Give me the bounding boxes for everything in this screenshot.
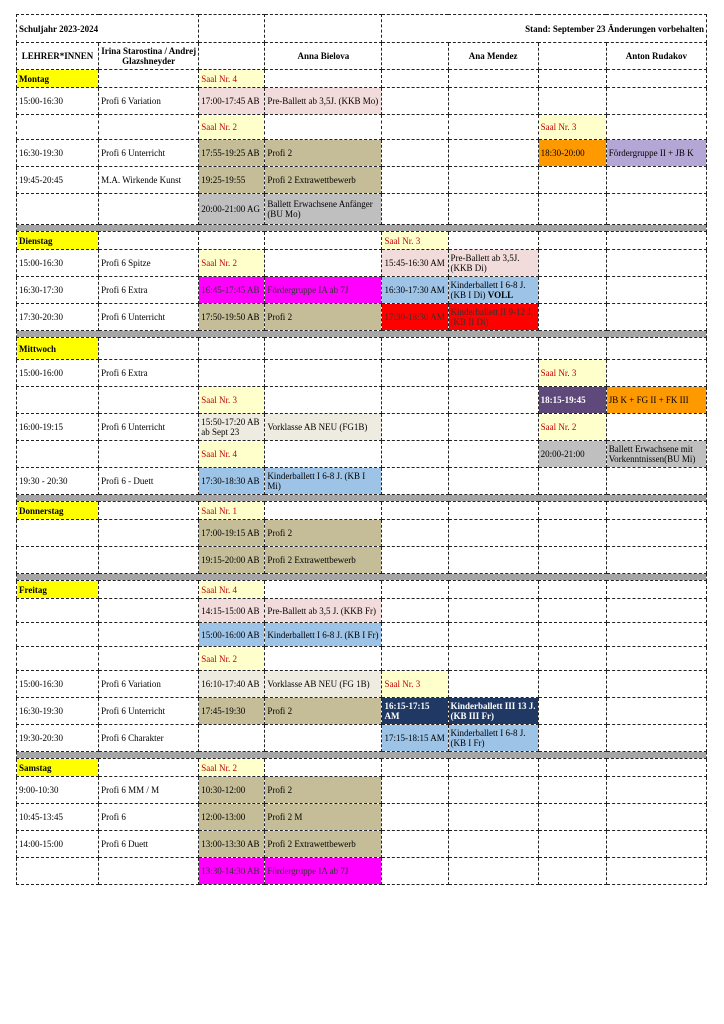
class-cell: M.A. Wirkende Kunst <box>99 167 199 194</box>
mittwoch-header-row <box>17 338 707 360</box>
class-cell: Profi 6 <box>99 804 199 831</box>
class-cell: Profi 6 Duett <box>99 831 199 858</box>
lesson-time: 18:15-19:45 <box>538 387 606 414</box>
time-cell: 15:00-16:30 <box>17 250 99 277</box>
table-row <box>17 777 707 804</box>
lesson-class: Pre-Ballett ab 3,5J. (KKB Mo) <box>265 88 382 115</box>
donnerstag-header-row <box>17 502 707 520</box>
day-separator <box>17 752 707 759</box>
room-label: Saal Nr. 4 <box>199 70 265 88</box>
lesson-class: Kinderballett III 13 J. (KB III Fr) <box>448 698 538 725</box>
lesson-class: Fördergruppe II + JB K <box>606 140 706 167</box>
lesson-class: Profi 2 <box>265 140 382 167</box>
table-row <box>17 623 707 647</box>
room-label: Saal Nr. 3 <box>199 387 265 414</box>
lesson-time: 17:30-18:30 AM <box>382 304 448 331</box>
day-separator <box>17 331 707 338</box>
lesson-class: Profi 2 Extrawettbewerb <box>265 167 382 194</box>
dienstag-header-row <box>17 232 707 250</box>
lesson-time: 17:45-19:30 <box>199 698 265 725</box>
lesson-class: Vorklasse AB NEU (FG 1B) <box>265 671 382 698</box>
time-cell: 17:30-20:30 <box>17 304 99 331</box>
teacher-rudakov: Anton Rudakov <box>606 43 706 70</box>
table-row <box>17 277 707 304</box>
time-cell: 9:00-10:30 <box>17 777 99 804</box>
room-label: Saal Nr. 3 <box>538 360 606 387</box>
day-separator <box>17 574 707 581</box>
page-title: Schuljahr 2023-2024 <box>17 15 199 43</box>
lesson-time: 20:00-21:00 <box>538 441 606 468</box>
table-row <box>17 547 707 574</box>
class-cell: Profi 6 MM / M <box>99 777 199 804</box>
table-row <box>17 250 707 277</box>
lesson-class: Profi 2 Extrawettbewerb <box>265 831 382 858</box>
lesson-time: 10:30-12:00 <box>199 777 265 804</box>
day-samstag: Samstag <box>17 759 99 777</box>
room-label: Saal Nr. 3 <box>538 115 606 140</box>
time-cell: 16:30-19:30 <box>17 140 99 167</box>
table-row <box>17 520 707 547</box>
stand-note: Stand: September 23 Änderungen vorbehalten <box>382 15 707 43</box>
lesson-time: 16:15-17:15 AM <box>382 698 448 725</box>
teacher-mendez: Ana Mendez <box>448 43 538 70</box>
room-label: Saal Nr. 2 <box>199 250 265 277</box>
time-cell: 15:00-16:00 <box>17 360 99 387</box>
time-cell: 14:00-15:00 <box>17 831 99 858</box>
lesson-time: 13:00-13:30 AB <box>199 831 265 858</box>
class-cell: Profi 6 Variation <box>99 88 199 115</box>
lesson-time: 17:50-19:50 AB <box>199 304 265 331</box>
table-row <box>17 167 707 194</box>
lesson-time: 13:30-14:30 AB <box>199 858 265 885</box>
lesson-class: Profi 2 Extrawettbewerb <box>265 547 382 574</box>
room-label: Saal Nr. 1 <box>199 502 265 520</box>
samstag-header-row <box>17 759 707 777</box>
class-cell: Profi 6 Unterricht <box>99 140 199 167</box>
table-row <box>17 468 707 495</box>
class-cell: Profi 6 Unterricht <box>99 698 199 725</box>
room-label: Saal Nr. 4 <box>199 441 265 468</box>
class-cell: Profi 6 Unterricht <box>99 304 199 331</box>
table-row <box>17 599 707 623</box>
table-row <box>17 140 707 167</box>
table-row <box>17 414 707 441</box>
room-label: Saal Nr. 3 <box>382 232 448 250</box>
class-cell: Profi 6 Unterricht <box>99 414 199 441</box>
time-cell: 10:45-13:45 <box>17 804 99 831</box>
lesson-class: Ballett Erwachsene mit Vorkenntnissen(BU Mi) <box>606 441 706 468</box>
table-row <box>17 804 707 831</box>
day-mittwoch: Mittwoch <box>17 338 99 360</box>
lesson-time: 17:30-18:30 AB <box>199 468 265 495</box>
lesson-class: Kinderballett II 9-12 J. (KB II Di) <box>448 304 538 331</box>
schedule-table <box>16 14 707 885</box>
room-label: Saal Nr. 2 <box>199 759 265 777</box>
lesson-class: Profi 2 <box>265 698 382 725</box>
class-cell: Profi 6 - Duett <box>99 468 199 495</box>
room-label: Saal Nr. 2 <box>199 115 265 140</box>
lesson-time: 16:45-17:45 AB <box>199 277 265 304</box>
class-cell: Profi 6 Charakter <box>99 725 199 752</box>
lesson-time: 16:10-17:40 AB <box>199 671 265 698</box>
class-cell: Profi 6 Extra <box>99 360 199 387</box>
lesson-time: 17:55-19:25 AB <box>199 140 265 167</box>
lesson-class: Profi 2 M <box>265 804 382 831</box>
time-cell: 19:45-20:45 <box>17 167 99 194</box>
lesson-class: Pre-Ballett ab 3,5J. (KKB Di) <box>448 250 538 277</box>
lesson-class <box>448 277 538 304</box>
time-cell: 19:30-20:30 <box>17 725 99 752</box>
table-row <box>17 194 707 225</box>
table-row <box>17 441 707 468</box>
table-row <box>17 647 707 671</box>
room-label: Saal Nr. 3 <box>382 671 448 698</box>
lesson-class: Kinderballett I 6-8 J. (KB I Fr) <box>265 623 382 647</box>
lesson-time: 15:50-17:20 AB ab Sept 23 <box>199 414 265 441</box>
day-montag: Montag <box>17 70 99 88</box>
time-cell: 16:30-17:30 <box>17 277 99 304</box>
lesson-time: 15:00-16:00 AB <box>199 623 265 647</box>
teacher-starostina: Irina Starostina / Andrej Glazshneyder <box>99 43 199 70</box>
title-row <box>17 15 707 43</box>
montag-header-row <box>17 70 707 88</box>
table-row <box>17 725 707 752</box>
lesson-time: 19:15-20:00 AB <box>199 547 265 574</box>
lesson-time: 16:30-17:30 AM <box>382 277 448 304</box>
table-row <box>17 88 707 115</box>
lesson-time: 18:30-20:00 <box>538 140 606 167</box>
table-row <box>17 858 707 885</box>
lesson-class: Vorklasse AB NEU (FG1B) <box>265 414 382 441</box>
day-dienstag: Dienstag <box>17 232 99 250</box>
table-row <box>17 831 707 858</box>
teacher-bielova: Anna Bielova <box>265 43 382 70</box>
table-row <box>17 671 707 698</box>
table-row <box>17 115 707 140</box>
lesson-class: JB K + FG II + FK III <box>606 387 706 414</box>
table-row <box>17 698 707 725</box>
table-row <box>17 304 707 331</box>
full-badge: VOLL <box>487 290 514 300</box>
lesson-class: Kinderballett I 6-8 J. (KB I Fr) <box>448 725 538 752</box>
lesson-class: Fördergruppe IA ab 7J <box>265 858 382 885</box>
lesson-time: 17:00-17:45 AB <box>199 88 265 115</box>
time-cell: 16:00-19:15 <box>17 414 99 441</box>
lesson-class: Kinderballett I 6-8 J. (KB I Mi) <box>265 468 382 495</box>
lesson-time: 15:45-16:30 AM <box>382 250 448 277</box>
day-freitag: Freitag <box>17 581 99 599</box>
lesson-time: 12:00-13:00 <box>199 804 265 831</box>
lesson-class: Profi 2 <box>265 520 382 547</box>
lesson-class: Profi 2 <box>265 304 382 331</box>
room-label: Saal Nr. 2 <box>199 647 265 671</box>
class-cell: Profi 6 Spitze <box>99 250 199 277</box>
lesson-time: 20:00-21:00 AG <box>199 194 265 225</box>
class-cell: Profi 6 Extra <box>99 277 199 304</box>
lesson-class-text: Kinderballett I 6-8 J. (KB I Di) <box>450 280 526 300</box>
room-label: Saal Nr. 2 <box>538 414 606 441</box>
freitag-header-row <box>17 581 707 599</box>
time-cell: 15:00-16:30 <box>17 88 99 115</box>
time-cell: 19:30 - 20:30 <box>17 468 99 495</box>
time-cell: 16:30-19:30 <box>17 698 99 725</box>
day-separator <box>17 225 707 232</box>
lesson-time: 17:15-18:15 AM <box>382 725 448 752</box>
lesson-time: 14:15-15:00 AB <box>199 599 265 623</box>
class-cell: Profi 6 Variation <box>99 671 199 698</box>
lesson-class: Fördergruppe IA ab 7J <box>265 277 382 304</box>
day-donnerstag: Donnerstag <box>17 502 99 520</box>
day-separator <box>17 495 707 502</box>
teacher-header-row <box>17 43 707 70</box>
table-row <box>17 387 707 414</box>
lesson-class: Profi 2 <box>265 777 382 804</box>
lesson-time: 19:25-19:55 <box>199 167 265 194</box>
lesson-class: Pre-Ballett ab 3,5 J. (KKB Fr) <box>265 599 382 623</box>
table-row <box>17 360 707 387</box>
room-label: Saal Nr. 4 <box>199 581 265 599</box>
lesson-class: Ballett Erwachsene Anfänger (BU Mo) <box>265 194 382 225</box>
lesson-time: 17:00-19:15 AB <box>199 520 265 547</box>
time-cell: 15:00-16:30 <box>17 671 99 698</box>
teachers-label: LEHRER*INNEN <box>17 43 99 70</box>
